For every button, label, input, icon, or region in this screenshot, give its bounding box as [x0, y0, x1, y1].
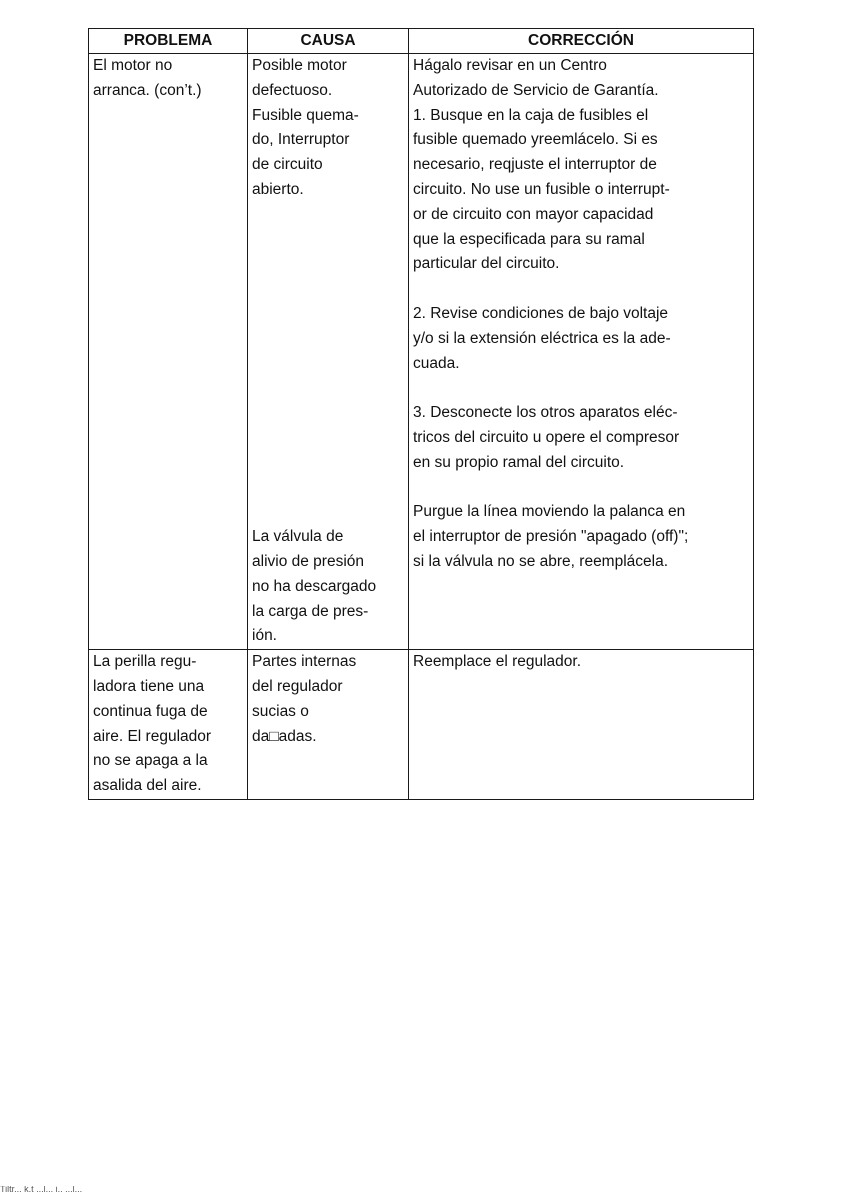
- spacer: [252, 252, 404, 277]
- text-line: sucias o: [252, 702, 309, 720]
- spacer: [252, 203, 404, 228]
- footer-scan-artifact: Tiltr... k.t ...l... i.. ...l...: [0, 1186, 83, 1192]
- text-line: particular del circuito.: [413, 255, 560, 273]
- text-line: continua fuga de: [93, 702, 208, 720]
- problema-cell: [89, 54, 248, 650]
- spacer: [252, 401, 404, 426]
- table-row: [89, 54, 754, 650]
- text-line: La válvula de: [252, 528, 344, 546]
- text-line: que la especificada para su ramal: [413, 230, 645, 248]
- text-line: Partes internas: [252, 653, 357, 671]
- header-problema: PROBLEMA: [89, 29, 248, 54]
- text-line: en su propio ramal del circuito.: [413, 453, 625, 471]
- text-line: del regulador: [252, 677, 343, 695]
- table-row: [89, 650, 754, 800]
- text-line: da□adas.: [252, 727, 317, 745]
- text-line: El motor no: [93, 57, 173, 74]
- spacer: [252, 451, 404, 476]
- causa-cell: [248, 650, 409, 800]
- text-line: defectuoso.: [252, 81, 333, 99]
- text-line: y/o si la extensión eléctrica es la ade-: [413, 329, 671, 347]
- text-line: el interruptor de presión "apagado (off)";: [413, 528, 689, 546]
- spacer: [413, 277, 749, 302]
- correccion-cell: [409, 54, 754, 650]
- text-line: La perilla regu-: [93, 653, 197, 671]
- text-line: asalida del aire.: [93, 777, 202, 795]
- header-row: [89, 29, 754, 54]
- text-line: or de circuito con mayor capacidad: [413, 205, 654, 223]
- text-line: 1. Busque en la caja de fusibles el: [413, 106, 649, 124]
- text-line: de circuito: [252, 156, 323, 174]
- text-line: necesario, reqjuste el interruptor de: [413, 156, 657, 174]
- header-correccion: CORRECCIÓN: [409, 29, 754, 54]
- text-line: fusible quemado yreemlácelo. Si es: [413, 131, 658, 149]
- header-causa: CAUSA: [248, 29, 409, 54]
- text-line: abierto.: [252, 180, 304, 198]
- text-line: 2. Revise condiciones de bajo voltaje: [413, 304, 669, 322]
- spacer: [252, 426, 404, 451]
- spacer: [252, 302, 404, 327]
- spacer: [252, 327, 404, 352]
- causa-cell: [248, 54, 409, 650]
- text-line: alivio de presión: [252, 552, 365, 570]
- correccion-cell: [409, 650, 754, 800]
- text-line: Autorizado de Servicio de Garantía.: [413, 81, 659, 99]
- text-line: Posible motor: [252, 57, 347, 74]
- spacer: [413, 476, 749, 501]
- troubleshooting-table-container: [88, 28, 754, 800]
- text-line: Reemplace el regulador.: [413, 653, 582, 671]
- text-line: circuito. No use un fusible o interrupt-: [413, 180, 670, 198]
- spacer: [252, 376, 404, 401]
- text-line: Hágalo revisar en un Centro: [413, 57, 607, 74]
- spacer: [252, 277, 404, 302]
- spacer: [252, 476, 404, 501]
- spacer: [252, 500, 404, 525]
- text-line: cuada.: [413, 354, 460, 372]
- spacer: [252, 352, 404, 377]
- text-line: Fusible quema-: [252, 106, 359, 124]
- text-line: ladora tiene una: [93, 677, 205, 695]
- text-line: 3. Desconecte los otros aparatos eléc-: [413, 404, 678, 422]
- spacer: [252, 228, 404, 253]
- text-line: arranca. (con’t.): [93, 81, 202, 99]
- text-line: aire. El regulador: [93, 727, 212, 745]
- text-line: Purgue la línea moviendo la palanca en: [413, 503, 686, 521]
- text-line: si la válvula no se abre, reemplácela.: [413, 552, 669, 570]
- text-line: no ha descargado: [252, 577, 377, 595]
- spacer: [413, 376, 749, 401]
- text-line: la carga de pres-: [252, 602, 369, 620]
- text-line: ión.: [252, 627, 277, 645]
- text-line: no se apaga a la: [93, 752, 208, 770]
- text-line: tricos del circuito u opere el compresor: [413, 428, 680, 446]
- problema-cell: [89, 650, 248, 800]
- troubleshooting-table: [88, 28, 754, 800]
- text-line: do, Interruptor: [252, 131, 350, 149]
